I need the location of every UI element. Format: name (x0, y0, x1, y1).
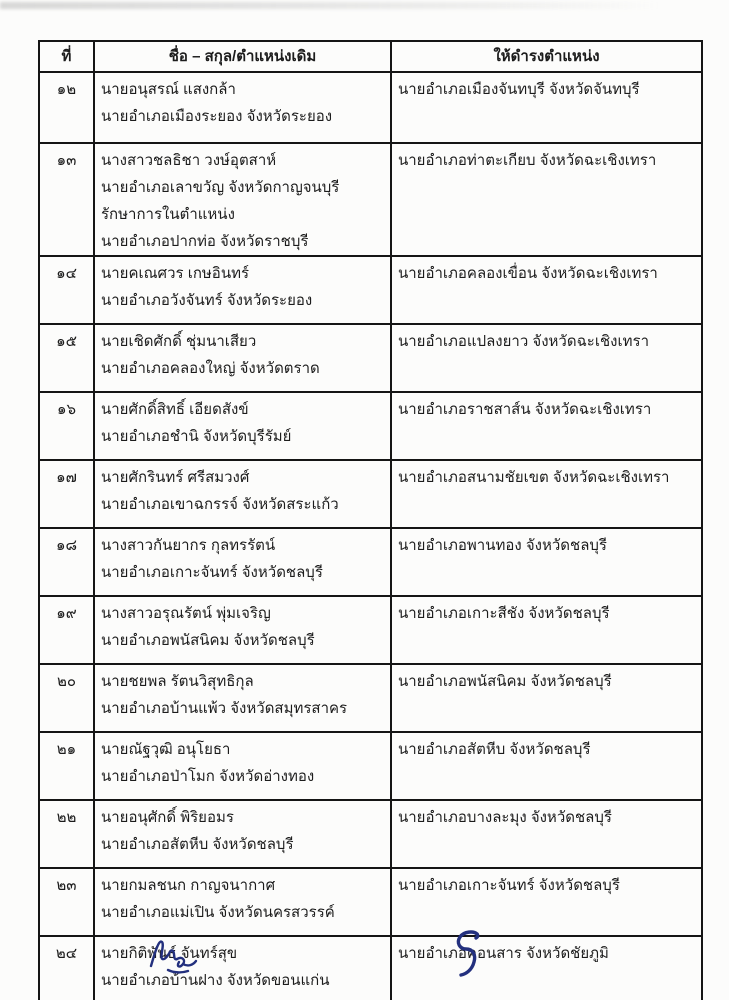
table-body (39, 72, 702, 1000)
new-position-cell (391, 324, 702, 392)
former-position-line: นางสาวชลธิชา วงษ์อุตสาห์ (101, 152, 277, 169)
scan-artifact (0, 2, 660, 9)
new-position-text: นายอำเภอคอนสาร จังหวัดชัยภูมิ (398, 945, 609, 962)
row-number-cell: ๑๒ (39, 72, 94, 143)
row-number-cell: ๑๘ (39, 528, 94, 596)
table-row (39, 256, 702, 324)
former-position-line: นายอำเภอชำนิ จังหวัดบุรีรัมย์ (101, 428, 292, 445)
new-position-cell (391, 72, 702, 143)
former-position-line: นายอำเภอเขาฉกรรจ์ จังหวัดสระแก้ว (101, 496, 339, 513)
new-position-text: นายอำเภอท่าตะเกียบ จังหวัดฉะเชิงเทรา (398, 152, 657, 169)
former-position-line: นายศักดิ์สิทธิ์ เอียดสังข์ (101, 401, 249, 418)
row-number-cell: ๒๒ (39, 800, 94, 868)
new-position-cell (391, 936, 702, 1000)
row-number-cell: ๑๓ (39, 143, 94, 256)
former-position-line: นายอำเภอป่าโมก จังหวัดอ่างทอง (101, 768, 315, 785)
row-number-cell: ๑๕ (39, 324, 94, 392)
new-position-text: นายอำเภอเมืองจันทบุรี จังหวัดจันทบุรี (398, 81, 640, 98)
new-position-cell (391, 732, 702, 800)
former-position-line: นายอำเภอสัตหีบ จังหวัดชลบุรี (101, 836, 294, 853)
former-position-cell (94, 596, 391, 664)
former-position-line: นายอำเภอวังจันทร์ จังหวัดระยอง (101, 292, 313, 309)
new-position-text: นายอำเภอราชสาส์น จังหวัดฉะเชิงเทรา (398, 401, 652, 418)
table-row (39, 324, 702, 392)
former-position-cell (94, 392, 391, 460)
former-position-cell (94, 143, 391, 256)
row-number-cell: ๑๙ (39, 596, 94, 664)
former-position-line: นายอนุศักดิ์ พิริยอมร (101, 809, 234, 826)
transfer-table (38, 40, 703, 1000)
former-position-line: นายอำเภอเลาขวัญ จังหวัดกาญจนบุรี (101, 179, 340, 196)
former-position-line: นายศักรินทร์ ศรีสมวงศ์ (101, 469, 250, 486)
former-position-line: นายอำเภอคลองใหญ่ จังหวัดตราด (101, 360, 320, 377)
table-row (39, 800, 702, 868)
new-position-text: นายอำเภอสัตหีบ จังหวัดชลบุรี (398, 741, 591, 758)
row-number-cell: ๑๗ (39, 460, 94, 528)
former-position-line: นางสาวอรุณรัตน์ พุ่มเจริญ (101, 605, 271, 622)
former-position-cell (94, 528, 391, 596)
former-position-line: นายกมลชนก กาญจนากาศ (101, 877, 276, 894)
new-position-text: นายอำเภอสนามชัยเขต จังหวัดฉะเชิงเทรา (398, 469, 670, 486)
table-row (39, 143, 702, 256)
former-position-line: นายอำเภอเกาะจันทร์ จังหวัดชลบุรี (101, 564, 323, 581)
former-position-line: นายชยพล รัตนวิสุทธิกุล (101, 673, 254, 690)
header-no: ที่ (39, 41, 94, 72)
former-position-cell (94, 936, 391, 1000)
signature-mark (450, 928, 486, 982)
former-position-line: นายอำเภอแม่เปิน จังหวัดนครสวรรค์ (101, 904, 335, 921)
new-position-text: นายอำเภอบางละมุง จังหวัดชลบุรี (398, 809, 612, 826)
former-position-line: นายอำเภอบ้านฝาง จังหวัดขอนแก่น (101, 972, 330, 989)
former-position-cell (94, 732, 391, 800)
former-position-line: นายอำเภอปากท่อ จังหวัดราชบุรี (101, 233, 309, 250)
new-position-cell (391, 528, 702, 596)
table-header-row (39, 41, 702, 72)
former-position-cell (94, 72, 391, 143)
row-number-cell: ๒๔ (39, 936, 94, 1000)
former-position-cell (94, 324, 391, 392)
table-row (39, 664, 702, 732)
new-position-text: นายอำเภอเกาะสีชัง จังหวัดชลบุรี (398, 605, 610, 622)
row-number-cell: ๒๓ (39, 868, 94, 936)
former-position-cell (94, 800, 391, 868)
former-position-cell (94, 868, 391, 936)
table-row (39, 528, 702, 596)
former-position-cell (94, 460, 391, 528)
former-position-line: นายอนุสรณ์ แสงกล้า (101, 81, 236, 98)
new-position-text: นายอำเภอแปลงยาว จังหวัดฉะเชิงเทรา (398, 333, 649, 350)
new-position-cell (391, 800, 702, 868)
table-row (39, 72, 702, 143)
new-position-cell (391, 460, 702, 528)
row-number-cell: ๒๐ (39, 664, 94, 732)
former-position-line: นายเชิดศักดิ์ ชุ่มนาเสียว (101, 333, 257, 350)
former-position-line: รักษาการในตำแหน่ง (101, 206, 235, 223)
header-name-former: ชื่อ – สกุล/ตำแหน่งเดิม (94, 41, 391, 72)
table-row (39, 936, 702, 1000)
row-number-cell: ๒๑ (39, 732, 94, 800)
former-position-line: นายอำเภอพนัสนิคม จังหวัดชลบุรี (101, 632, 315, 649)
former-position-line: นายณัฐวุฒิ อนุโยธา (101, 741, 231, 758)
former-position-line: นายคเณศวร เกษอินทร์ (101, 265, 250, 282)
new-position-cell (391, 596, 702, 664)
former-position-line: นายกิติพันธ์ จันทร์สุข (101, 945, 238, 962)
header-new-position: ให้ดำรงตำแหน่ง (391, 41, 702, 72)
new-position-text: นายอำเภอพนัสนิคม จังหวัดชลบุรี (398, 673, 612, 690)
table-row (39, 460, 702, 528)
former-position-line: นายอำเภอเมืองระยอง จังหวัดระยอง (101, 108, 333, 125)
table-row (39, 732, 702, 800)
table-row (39, 868, 702, 936)
new-position-cell (391, 664, 702, 732)
new-position-cell (391, 868, 702, 936)
table-row (39, 392, 702, 460)
row-number-cell: ๑๖ (39, 392, 94, 460)
new-position-cell (391, 143, 702, 256)
former-position-line: นายอำเภอบ้านแพ้ว จังหวัดสมุทรสาคร (101, 700, 348, 717)
former-position-line: นางสาวกันยากร กุลทรรัตน์ (101, 537, 276, 554)
new-position-text: นายอำเภอคลองเขื่อน จังหวัดฉะเชิงเทรา (398, 265, 658, 282)
new-position-cell (391, 256, 702, 324)
table-row (39, 596, 702, 664)
new-position-text: นายอำเภอเกาะจันทร์ จังหวัดชลบุรี (398, 877, 620, 894)
new-position-text: นายอำเภอพานทอง จังหวัดชลบุรี (398, 537, 607, 554)
former-position-cell (94, 256, 391, 324)
signature-initials (146, 934, 200, 978)
row-number-cell: ๑๔ (39, 256, 94, 324)
new-position-cell (391, 392, 702, 460)
former-position-cell (94, 664, 391, 732)
